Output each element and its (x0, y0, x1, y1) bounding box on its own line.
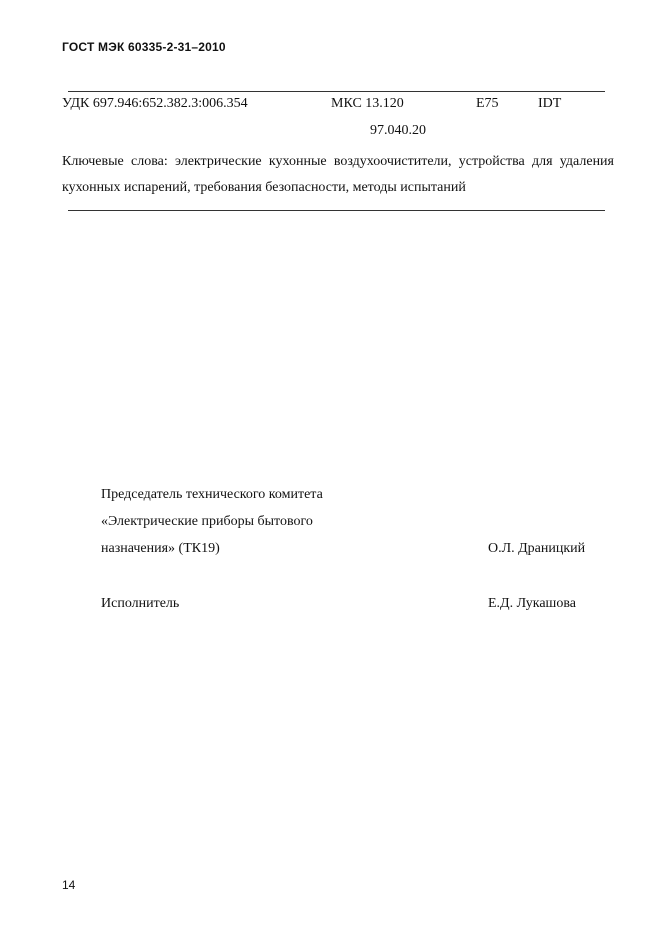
executor-name: Е.Д. Лукашова (488, 596, 576, 611)
keywords-paragraph: Ключевые слова: электрические кухонные воздухоочистители, устройства для удаления кухонных испарений, требования безопасности, методы испытаний (62, 154, 614, 195)
udk-code: УДК 697.946:652.382.3:006.354 (62, 96, 248, 111)
document-standard-code: ГОСТ МЭК 60335-2-31–2010 (62, 40, 226, 54)
chairman-title-line-2: «Электрические приборы бытового (101, 514, 313, 529)
mks-code-secondary: 97.040.20 (370, 123, 426, 138)
chairman-title-line-3: назначения» (ТК19) (101, 541, 220, 556)
page-number: 14 (62, 878, 76, 892)
top-divider (68, 91, 605, 92)
mks-code-primary: МКС 13.120 (331, 96, 404, 111)
okp-code: Е75 (476, 96, 499, 111)
chairman-title-line-1: Председатель технического комитета (101, 487, 323, 502)
executor-label: Исполнитель (101, 596, 180, 611)
chairman-name: О.Л. Драницкий (488, 541, 586, 556)
bottom-divider (68, 210, 605, 211)
identity-code: IDT (538, 96, 562, 111)
